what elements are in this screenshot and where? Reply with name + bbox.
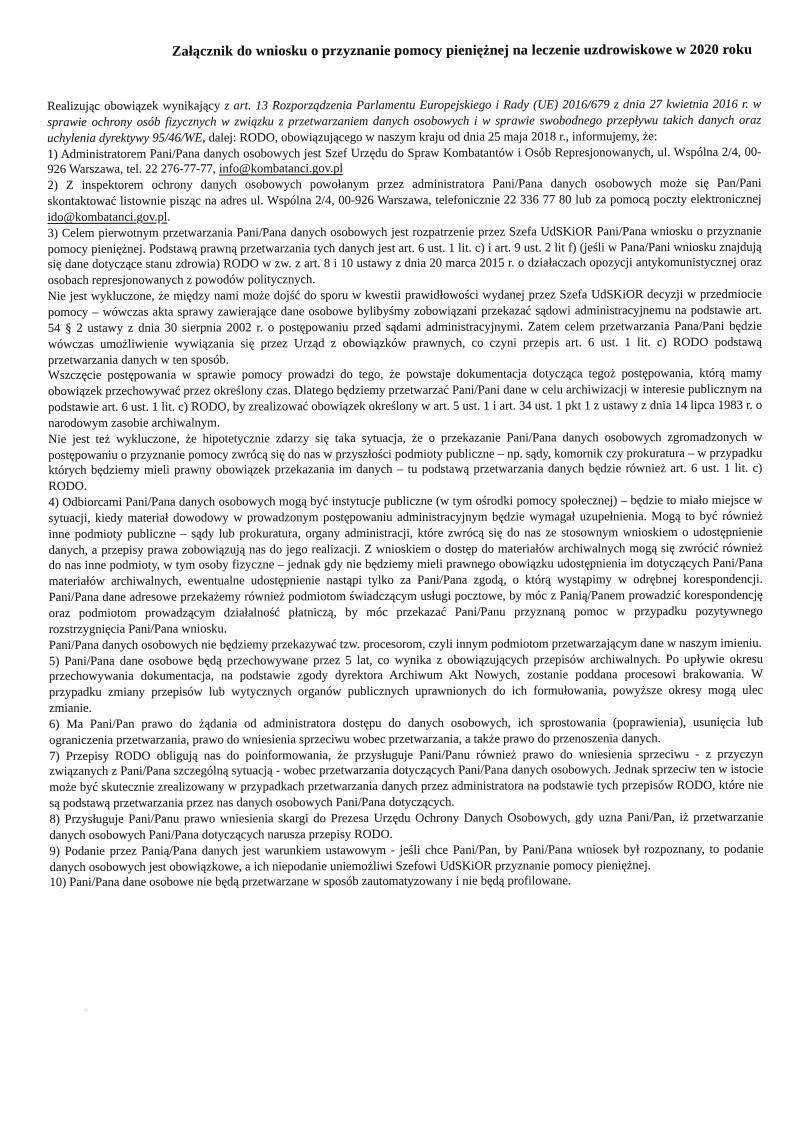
- paragraph: [48, 493, 762, 638]
- paragraph: [48, 224, 762, 290]
- text-segment: 6) Ma Pani/Pan prawo do żądania od administratora dostępu do danych osobowych, ich sprostowania (poprawienia), usunięcia lub ograniczenia przetwarzania, prawo do wniesienia sprzeciwu wobec przetwarzania, a także prawo do przenoszenia danych.: [49, 714, 764, 747]
- text-segment: 1) Administratorem Pani/Pana danych osobowych jest Szef Urzędu do Spraw Kombatantów i Osób Represjonowanych, ul. Wspólna 2/4, 00-926 Warszawa, tel. 22 276-77-77,: [47, 144, 762, 177]
- scan-artifact-speck: [84, 1008, 88, 1012]
- text-segment: 9) Podanie przez Panią/Pana danych jest warunkiem ustawowym - jeśli chce Pani/Pan, by Pani/Pana wniosek był rozpoznany, to podanie danych osobowych jest obowiązkowe, a ich niepodanie uniemożliwi Szefowi UdSKiOR przyznanie pomocy pieniężnej.: [49, 841, 764, 874]
- text-segment: 2) Z inspektorem ochrony danych osobowych powołanym przez administratora Pani/Pana danych osobowych może się Pan/Pani skontaktować listownie pisząc na adres ul. Wspólna 2/4, 00-926 Warszawa, telefonicznie 22 336 77 80 lub za pomocą poczty elektronicznej: [47, 175, 762, 209]
- document-content: [47, 42, 764, 891]
- paragraph: [47, 176, 761, 226]
- paragraph: [49, 715, 763, 749]
- text-segment: 8) Przysługuje Pani/Panu prawo wniesienia skargi do Prezesa Urzędu Ochrony Danych Osobowych, gdy uzna Pani/Pan, iż przetwarzanie danych osobowych Pani/Pana dotyczących narusza przepisy RODO.: [49, 809, 764, 842]
- text-segment: 7) Przepisy RODO obligują nas do poinformowania, że przysługuje Pani/Panu również prawo do wniesienia sprzeciwu - z przyczyn związanych z Pani/Pana szczególną sytuacją - wobec przetwarzania dotyczących Pani/Pana danych osobowych. Jednak sprzeciw ten w istocie może być skutecznie zrealizowany w przypadkach przetwarzania danych przez administratora na podstawie tych przepisów RODO, które nie są podstawą przetwarzania przez nas danych osobowych Pani/Pana dotyczących.: [49, 746, 764, 811]
- email-text: ido@kombatanci.gov.pl: [47, 209, 168, 224]
- paragraph: [50, 873, 764, 891]
- text-segment: Realizując obowiązek wynikający: [47, 98, 225, 113]
- paragraph: [49, 810, 763, 844]
- paragraph: [47, 97, 761, 147]
- paragraph: [47, 144, 761, 178]
- text-segment: Nie jest też wykluczone, że hipotetycznie zdarzy się taka sytuacja, że o przekazanie Pani/Pana danych osobowych zgromadzonych w postępowaniu o przyznanie pomocy zwrócą się do nas w przyszłości podmioty publiczne – np. sądy, komornik czy prokuratura – w przypadku których będziemy mieli prawny obowiązek przekazania im danych – tu podstawą przetwarzania danych będzie również art. 6 ust. 1 lit. c) RODO.: [48, 429, 763, 494]
- text-segment: 3) Celem pierwotnym przetwarzania Pani/Pana danych osobowych jest rozpatrzenie przez Szefa UdSKiOR Pani/Pana wniosku o przyznanie pomocy pieniężnej. Podstawą prawną przetwarzania tych danych jest art. 6 ust. 1 lit. c) i art. 9 ust. 2 lit f) (jeśli w Pana/Pani wniosku znajdują się dane dotyczące stanu zdrowia) RODO w zw. z art. 8 i 10 ustawy z dnia 20 marca 2015 r. o działaczach opozycji antykomunistycznej oraz osobach represjonowanych z powodów politycznych.: [47, 223, 762, 288]
- text-segment: Pani/Pana danych osobowych nie będziemy przekazywać tzw. procesorom, czyli innym podmiotom przetwarzającym dane w naszym imieniu.: [48, 635, 762, 652]
- text-segment: , dalej: RODO, obowiązującego w naszym kraju od dnia 25 maja 2018 r., informujemy, że:: [202, 128, 658, 145]
- paragraph: [49, 651, 763, 717]
- paragraph: [48, 287, 762, 368]
- paragraph: [48, 429, 762, 495]
- text-segment: Nie jest wykluczone, że między nami może dojść do sporu w kwestii prawidłowości wydanej przez Szefa UdSKiOR decyzji w przedmiocie pomocy – wówczas akta sprawy zawierające dane osobowe bylibyśmy zobowiązani przekazać sądowi administracyjnemu na podstawie art. 54 § 2 ustawy z dnia 30 sierpnia 2002 r. o postępowaniu przed sądami administracyjnymi. Zatem celem przetwarzania Pana/Pani będzie wówczas umożliwienie wywiązania się przez Urząd z obowiązków prawnych, co czyni przepis art. 6 ust. 1 lit. c) RODO podstawą przetwarzania danych w ten sposób.: [47, 286, 762, 367]
- text-segment: .: [167, 209, 171, 224]
- text-segment: z art. 13 Rozporządzenia Parlamentu Europejskiego i Rady (UE) 2016/679 z dnia 27 kwietnia 2016 r. w sprawie ochrony osób fizycznych w związku z przetwarzaniem danych osobowych i w sprawie swobodnego przepływu takich danych oraz uchylenia dyrektywy 95/46/WE: [47, 96, 762, 145]
- email-text: info@kombatanci.gov.pl: [219, 161, 343, 176]
- text-segment: 4) Odbiorcami Pani/Pana danych osobowych mogą być instytucje publiczne (w tym ośrodki pomocy społecznej) – będzie to miało miejsce w sytuacji, kiedy materiał dowodowy w prowadzonym postępowaniu administracyjnym będzie wymagał uzupełnienia. Mogą to być również inne podmioty publiczne – sądy lub prokuratura, organy administracji, które zwrócą się do nas ze stosownym wnioskiem o udostępnienie danych, a przepisy prawa zobowiązują nas do jego realizacji. Z wnioskiem o dostęp do materiałów archiwalnych mogą się zwrócić również do nas inne podmioty, w tym osoby fizyczne – jednak gdy nie będziemy mieli prawnego obowiązku udostępnienia im dotyczących Pani/Pana materiałów archiwalnych, ewentualne udostępnienie nastąpi tylko za Pani/Pana zgodą, o którą wystąpimy w odrębnej korespondencji. Pani/Pana dane adresowe przekażemy również podmiotom świadczącym usługi pocztowe, by móc z Panią/Panem prowadzić korespondencję oraz podmiotom prowadzącym działalność płatniczą, by móc przekazać Pani/Panu przyznaną pomoc w przypadku pozytywnego rozstrzygnięcia Pani/Pana wniosku.: [48, 492, 763, 636]
- text-segment: Wszczęcie postępowania w sprawie pomocy prowadzi do tego, że powstaje dokumentacja dotycząca tegoż postępowania, którą mamy obowiązek przechowywać przez określony czas. Dlatego będziemy przetwarzać Pani/Pani dane w celu archiwizacji w interesie publicznym na podstawie art. 6 ust. 1 lit. c) RODO, by zrealizować obowiązek określony w art. 5 ust. 1 i art. 34 ust. 1 pkt 1 z ustawy z dnia 14 lipca 1983 r. o narodowym zasobie archiwalnym.: [48, 366, 763, 430]
- paragraph: [49, 746, 763, 812]
- document-body: [47, 97, 763, 891]
- text-segment: 5) Pani/Pana dane osobowe będą przechowywane przez 5 lat, co wynika z obowiązujących przepisów archiwalnych. Po upływie okresu przechowywania dokumentacja, na podstawie zgody dyrektora Archiwum Akt Nowych, zostanie poddana procesowi brakowania. W przypadku zmiany przepisów lub wytycznych organów publicznych uprawnionych do ich formułowania, powyższe okresy mogą ulec zmianie.: [48, 651, 764, 716]
- document-title: Załącznik do wniosku o przyznanie pomocy pieniężnej na leczenie uzdrowiskowe w 2020 roku: [171, 41, 753, 60]
- paragraph: [48, 366, 762, 432]
- text-segment: 10) Pani/Pana dane osobowe nie będą przetwarzane w sposób zautomatyzowany i nie będą profilowane.: [49, 873, 572, 890]
- paragraph: [50, 841, 764, 875]
